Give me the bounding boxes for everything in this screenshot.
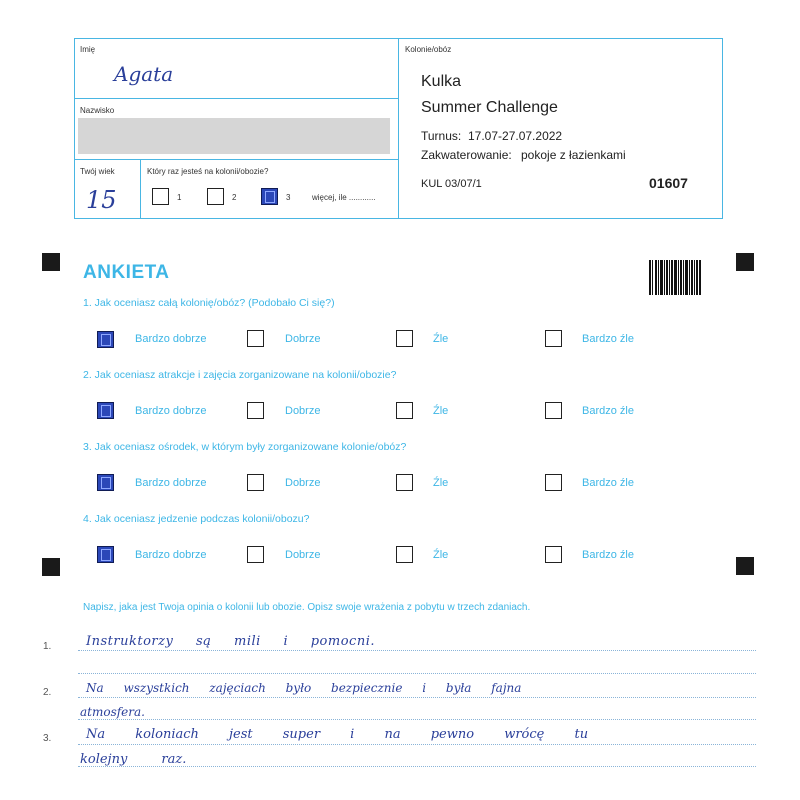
- wiecej-label: więcej, ile ............: [312, 193, 376, 202]
- camp-name: Kulka: [421, 73, 462, 90]
- q2-option-bardzo-dobrze-label: Bardzo dobrze: [135, 405, 207, 417]
- wiek-value[interactable]: 15: [86, 186, 117, 214]
- q4-option-dobrze-label: Dobrze: [285, 549, 321, 561]
- q3-option-bardzo-dobrze-label: Bardzo dobrze: [135, 477, 207, 489]
- imie-value[interactable]: Agata: [114, 62, 174, 86]
- q4-option-bardzo-dobrze-label: Bardzo dobrze: [135, 549, 207, 561]
- q4-option-dobrze-checkbox[interactable]: [247, 546, 264, 563]
- ktory-raz-option-2: 2: [232, 193, 237, 202]
- question-3: 3. Jak oceniasz ośrodek, w którym były zorganizowane kolonie/obóz?: [83, 441, 407, 453]
- answer-3-rule-1: [78, 744, 756, 745]
- answer-2-rule-1: [78, 697, 756, 698]
- nazwisko-label: Nazwisko: [80, 106, 115, 115]
- zakwaterowanie-value: pokoje z łazienkami: [521, 148, 626, 162]
- q2-option-bardzo-zle-checkbox[interactable]: [545, 402, 562, 419]
- camp-program: Summer Challenge: [421, 99, 558, 116]
- q1-option-bardzo-dobrze-checkbox[interactable]: [97, 331, 114, 348]
- answer-1-number: 1.: [43, 641, 52, 652]
- answer-2-rule-2: [78, 719, 756, 720]
- kolonia-label: Kolonie/obóz: [405, 45, 452, 54]
- q2-option-zle-checkbox[interactable]: [396, 402, 413, 419]
- q3-option-dobrze-label: Dobrze: [285, 477, 321, 489]
- turnus-label: Turnus:: [421, 129, 462, 143]
- zakwaterowanie-label: Zakwaterowanie:: [421, 148, 512, 162]
- corner-marker-top-left: [42, 253, 60, 271]
- divider-wiek: [140, 159, 141, 219]
- q1-option-bardzo-dobrze-label: Bardzo dobrze: [135, 333, 207, 345]
- answer-1-rule-1: [78, 650, 756, 651]
- q2-option-bardzo-zle-label: Bardzo źle: [582, 405, 634, 417]
- answer-3-rule-2: [78, 766, 756, 767]
- divider-nazwisko: [74, 159, 398, 160]
- q4-option-zle-label: Źle: [433, 549, 449, 561]
- q3-option-dobrze-checkbox[interactable]: [247, 474, 264, 491]
- ktory-raz-checkbox-1[interactable]: [152, 188, 169, 205]
- ktory-raz-option-1: 1: [177, 193, 182, 202]
- nazwisko-redacted: [78, 118, 390, 154]
- answer-2-line-1[interactable]: Na wszystkich zajęciach było bezpiecznie i była fajna: [86, 681, 522, 695]
- q1-option-dobrze-checkbox[interactable]: [247, 330, 264, 347]
- q3-option-bardzo-zle-checkbox[interactable]: [545, 474, 562, 491]
- corner-marker-mid-left: [42, 558, 60, 576]
- corner-marker-top-right: [736, 253, 754, 271]
- form-number: 01607: [649, 175, 688, 191]
- imie-label: Imię: [80, 45, 96, 54]
- q1-option-dobrze-label: Dobrze: [285, 333, 321, 345]
- q4-option-bardzo-zle-checkbox[interactable]: [545, 546, 562, 563]
- q1-option-bardzo-zle-label: Bardzo źle: [582, 333, 634, 345]
- question-2: 2. Jak oceniasz atrakcje i zajęcia zorganizowane na kolonii/obozie?: [83, 369, 397, 381]
- q1-option-zle-label: Źle: [433, 333, 449, 345]
- wiek-label: Twój wiek: [80, 167, 115, 176]
- divider-imie: [74, 98, 398, 99]
- q4-option-zle-checkbox[interactable]: [396, 546, 413, 563]
- barcode-icon: [649, 260, 701, 295]
- q4-option-bardzo-zle-label: Bardzo źle: [582, 549, 634, 561]
- answer-2-line-2[interactable]: atmosfera.: [80, 705, 145, 719]
- answer-3-number: 3.: [43, 733, 52, 744]
- q2-option-zle-label: Źle: [433, 405, 449, 417]
- question-1: 1. Jak oceniasz całą kolonię/obóz? (Podobało Ci się?): [83, 297, 335, 309]
- q1-option-zle-checkbox[interactable]: [396, 330, 413, 347]
- ktory-raz-label: Który raz jesteś na kolonii/obozie?: [147, 167, 269, 176]
- q1-option-bardzo-zle-checkbox[interactable]: [545, 330, 562, 347]
- q3-option-zle-checkbox[interactable]: [396, 474, 413, 491]
- survey-title: ANKIETA: [83, 262, 170, 283]
- q3-option-bardzo-dobrze-checkbox[interactable]: [97, 474, 114, 491]
- q2-option-dobrze-label: Dobrze: [285, 405, 321, 417]
- camp-code: KUL 03/07/1: [421, 178, 482, 190]
- opinion-prompt: Napisz, jaka jest Twoja opinia o kolonii lub obozie. Opisz swoje wrażenia z pobytu w trzech zdaniach.: [83, 602, 531, 613]
- ktory-raz-option-3: 3: [286, 193, 291, 202]
- ktory-raz-checkbox-2[interactable]: [207, 188, 224, 205]
- q2-option-dobrze-checkbox[interactable]: [247, 402, 264, 419]
- q4-option-bardzo-dobrze-checkbox[interactable]: [97, 546, 114, 563]
- answer-2-number: 2.: [43, 687, 52, 698]
- question-4: 4. Jak oceniasz jedzenie podczas kolonii/obozu?: [83, 513, 310, 525]
- turnus-value: 17.07-27.07.2022: [468, 129, 563, 143]
- answer-3-line-1[interactable]: Na koloniach jest super i na pewno wrócę tu: [86, 727, 589, 742]
- q2-option-bardzo-dobrze-checkbox[interactable]: [97, 402, 114, 419]
- answer-1-rule-2: [78, 673, 756, 674]
- header-divider: [398, 38, 399, 219]
- corner-marker-mid-right: [736, 557, 754, 575]
- answer-1-line-1[interactable]: Instruktorzy są mili i pomocni.: [86, 634, 375, 649]
- q3-option-zle-label: Źle: [433, 477, 449, 489]
- answer-3-line-2[interactable]: kolejny raz.: [80, 752, 187, 767]
- q3-option-bardzo-zle-label: Bardzo źle: [582, 477, 634, 489]
- ktory-raz-checkbox-3[interactable]: [261, 188, 278, 205]
